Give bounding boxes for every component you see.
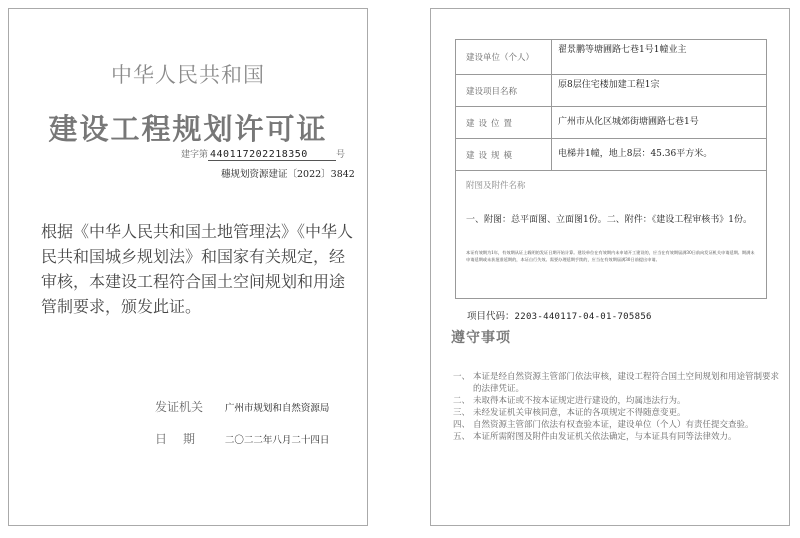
list-item — [453, 431, 783, 443]
date-label: 日期 — [155, 432, 212, 446]
certificate-title: 建设工程规划许可证 — [48, 112, 328, 146]
table-row — [456, 40, 766, 75]
attachments-section — [456, 171, 766, 298]
list-item — [453, 407, 783, 419]
attachments-text: 一、附图：总平面图、立面图1份。二、附件：《建设工程审核书》1份。 — [466, 215, 752, 225]
table-row — [456, 107, 766, 139]
rule-text: 自然资源主管部门依法有权查验本证，建设单位（个人）有责任提交查验。 — [473, 420, 754, 430]
permit-back-page — [430, 8, 790, 526]
issuer-label: 发证机关 — [155, 400, 204, 414]
rule-text: 未取得本证或不按本证规定进行建设的，均属违法行为。 — [473, 396, 686, 406]
certificate-body-text: 根据《中华人民共和国土地管理法》《中华人民共和国城乡规划法》和国家有关规定，经审核，本建设工程符合国土空间规划和用途管制要求，颁发此证。 — [41, 222, 354, 316]
cert-no-suffix: 号 — [336, 150, 346, 160]
row-value-scale: 电梯井1幢，地上8层：45.36平方米。 — [558, 149, 713, 159]
row-label-project-name: 建设项目名称 — [456, 75, 552, 106]
certificate-number: 440117202218350 — [208, 149, 336, 161]
document-reference-number: 穗规划资源建证〔2022〕3842 — [221, 169, 355, 180]
project-code-label: 项目代码： — [467, 311, 515, 322]
table-row — [456, 139, 766, 171]
cert-no-prefix: 建字第 — [181, 150, 209, 160]
table-row — [456, 75, 766, 107]
list-item — [453, 419, 783, 431]
rule-number: 二、 — [453, 396, 471, 406]
issuer-value: 广州市规划和自然资源局 — [224, 403, 330, 414]
certificate-number-line — [181, 147, 361, 161]
project-info-table — [455, 39, 767, 299]
row-label-applicant: 建设单位（个人） — [456, 40, 552, 74]
issuer-row — [155, 398, 365, 415]
rule-number: 三、 — [453, 408, 471, 418]
rule-number: 一、 — [453, 372, 471, 382]
rule-text: 本证是经自然资源主管部门依法审核，建设工程符合国土空间规划和用途管制要求的法律凭证。 — [473, 372, 780, 394]
rule-number: 五、 — [453, 432, 471, 442]
rule-number: 四、 — [453, 420, 471, 430]
rule-text: 本证所需附图及附件由发证机关依法确定，与本证具有同等法律效力。 — [473, 432, 737, 442]
row-label-scale: 建设规模 — [456, 139, 552, 170]
permit-front-page — [8, 8, 368, 526]
country-name: 中华人民共和国 — [111, 63, 265, 87]
date-value: 二〇二二年八月二十四日 — [224, 435, 330, 446]
row-value-project-name: 原8层住宅楼加建工程1宗 — [558, 80, 660, 90]
attachments-label: 附图及附件名称 — [466, 181, 526, 191]
rules-title: 遵守事项 — [451, 330, 511, 346]
project-code: 2203-440117-04-01-705856 — [514, 312, 652, 322]
list-item — [453, 395, 783, 407]
date-row — [155, 430, 365, 447]
list-item — [453, 371, 783, 395]
rules-list — [453, 371, 783, 443]
validity-note: 本证有效期为1年，有效期从证上载明的发证日期开始计算。建设单位在有效期内未申请开工建设的，应当在有效期届满30日前向发证机关申请延期。期满未申请延期或未获批准延期的，本证自行失效。需要办理延期手续的，应当在有效期届满30日前提出申请。 — [466, 250, 755, 262]
row-value-location: 广州市从化区城郊街塘圃路七巷1号 — [558, 117, 699, 127]
rule-text: 未经发证机关审核同意，本证的各项规定不得随意变更。 — [473, 408, 686, 418]
project-code-line — [467, 308, 652, 322]
row-label-location: 建设位置 — [456, 107, 552, 138]
row-value-applicant: 翟景鹏等塘圃路七巷1号1幢业主 — [558, 45, 687, 55]
